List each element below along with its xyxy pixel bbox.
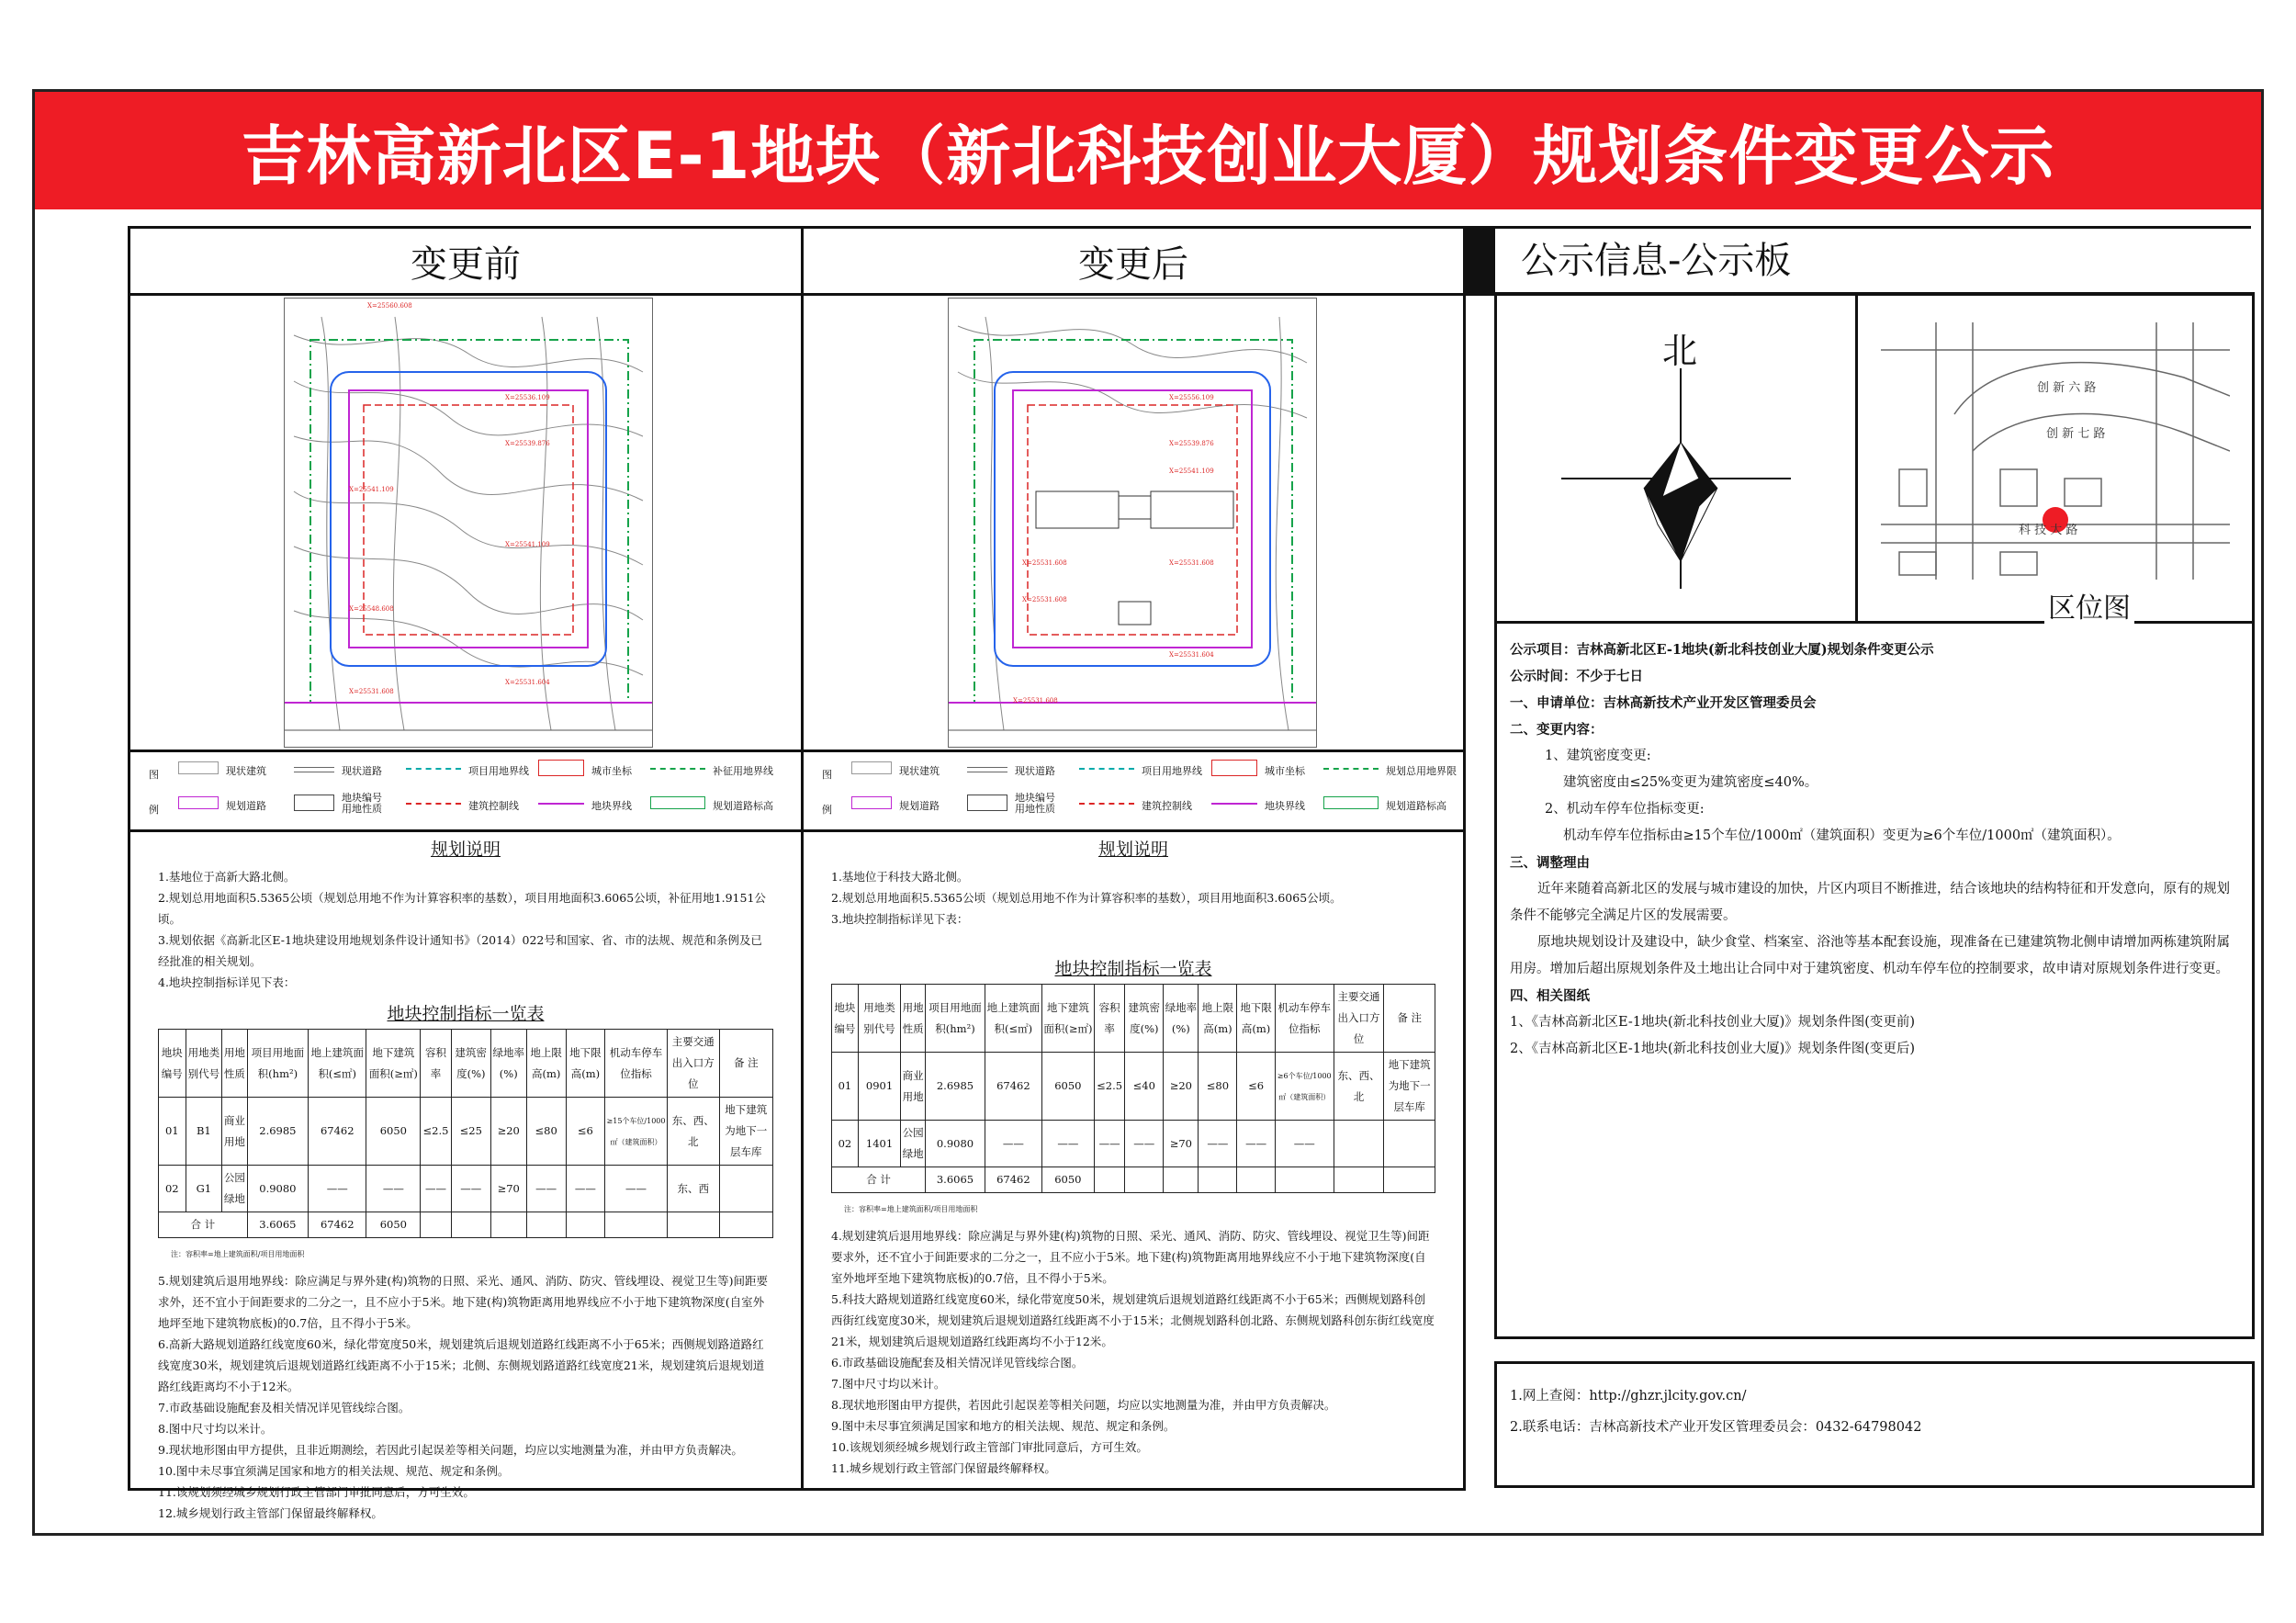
table-cell: —— (1275, 1121, 1334, 1167)
svg-text:X=25531.608: X=25531.608 (1169, 559, 1214, 567)
notice-header: 公示信息-公示板 (1521, 240, 1792, 282)
legend-swatch (406, 768, 461, 770)
note-line: 10.图中未尽事宜须满足国家和地方的相关法规、规范、规定和条例。 (158, 1464, 510, 1478)
table-header-cell: 用地性质 (222, 1030, 248, 1098)
note-line: 7.市政基础设施配套及相关情况详见管线综合图。 (158, 1401, 411, 1414)
notice-line: 2、《吉林高新北区E-1地块(新北科技创业大厦)》规划条件图(变更后) (1510, 1042, 1916, 1056)
table-cell: 02 (832, 1121, 859, 1167)
note-line: 5.科技大路规划道路红线宽度60米，绿化带宽度50米，规划建筑后退规划道路红线距离不小于65米；西侧规划路科创西街红线宽度30米，规划建筑后退规划道路红线距离不小于15米；北侧规划路科创北路、东侧规划路科创东街红线宽度21米，规划建筑后退规划道路红线距离均不小于12米。 (831, 1292, 1435, 1348)
table-cell: 02 (159, 1166, 186, 1212)
table-cell (667, 1212, 719, 1238)
table-header-cell: 地下建筑面积(≥㎡) (1041, 985, 1094, 1053)
svg-text:X=25531.604: X=25531.604 (505, 679, 550, 686)
table-cell: 6050 (1041, 1167, 1094, 1193)
legend-swatch (294, 795, 334, 811)
note-line: 8.现状地形图由甲方提供，若因此引起误差等相关问题，均应以实地测量为准，并由甲方负责解决。 (831, 1398, 1336, 1412)
note-line: 1.基地位于科技大路北侧。 (831, 870, 969, 884)
table-row (832, 1053, 1435, 1121)
location-map-label: 区位图 (2044, 585, 2134, 626)
table-cell: ≥6个车位/1000㎡（建筑面积） (1275, 1053, 1334, 1121)
table-header-cell: 机动车停车位指标 (1275, 985, 1334, 1053)
table-cell: 公园绿地 (222, 1166, 248, 1212)
table-cell (1199, 1167, 1237, 1193)
after-header: 变更后 (804, 229, 1463, 296)
notice-line: 原地块规划设计及建设中，缺少食堂、档案室、浴池等基本配套设施，现准备在已建建筑物北侧申请增加两栋建筑附属用房。增加后超出原规划条件及土地出让合同中对于建筑密度、机动车停车位的控制要求，故申请对原规划条件进行变更。 (1510, 935, 2230, 976)
table-row (832, 1167, 1435, 1193)
legend-item: 城市坐标 (1265, 765, 1305, 777)
legend-label: 例 (149, 804, 159, 816)
legend-swatch (1079, 803, 1134, 805)
table-header-cell: 地块编号 (159, 1030, 186, 1098)
table-header-cell: 用地类别代号 (858, 985, 900, 1053)
page-title: 吉林高新北区E-1地块（新北科技创业大厦）规划条件变更公示 (241, 118, 2055, 194)
legend-item: 建筑控制线 (1142, 800, 1192, 812)
table-footnote: 注：容积率=地上建筑面积/项目用地面积 (844, 1205, 978, 1213)
legend-label: 例 (822, 804, 832, 816)
svg-text:X=25531.608: X=25531.608 (1022, 559, 1067, 567)
contact-info (1497, 1364, 2252, 1460)
table-header-cell: 地上建筑面积(≤㎡) (309, 1030, 366, 1098)
divider (1855, 295, 1858, 624)
legend-swatch (851, 796, 892, 809)
table-header-cell: 备 注 (1384, 985, 1435, 1053)
table-header-cell: 备 注 (719, 1030, 772, 1098)
table-header-cell: 地下建筑面积(≥㎡) (366, 1030, 421, 1098)
table-cell (1334, 1121, 1384, 1167)
note-line: 3.规划依据《高新北区E-1地块建设用地规划条件设计通知书》（2014）022号和国家、省、市的法规、规范和条例及已经批准的相关规划。 (158, 933, 762, 968)
notice-line: 三、调整理由 (1510, 855, 1590, 871)
table-cell: ≥15个车位/1000㎡（建筑面积） (605, 1098, 668, 1166)
note-line: 2.规划总用地面积5.5365公顷（规划总用地不作为计算容积率的基数），项目用地面积3.6065公顷，补征用地1.9151公顷。 (158, 891, 766, 926)
table-header-cell: 主要交通出入口方位 (1334, 985, 1384, 1053)
legend-item: 现状建筑 (899, 765, 940, 777)
table-cell: 0.9080 (926, 1121, 985, 1167)
before-plan-area (130, 296, 801, 752)
legend-swatch (406, 803, 461, 805)
table-cell: 商业用地 (901, 1053, 926, 1121)
notice-content (1510, 637, 2240, 1063)
notice-line: 公示时间：不少于七日 (1510, 669, 1643, 684)
table-cell: 地下建筑为地下一层车库 (1384, 1053, 1435, 1121)
table-cell: —— (1237, 1121, 1275, 1167)
after-index-table (831, 984, 1435, 1193)
table-cell (1384, 1167, 1435, 1193)
table-cell: 商业用地 (222, 1098, 248, 1166)
table-cell: B1 (186, 1098, 222, 1166)
legend-item: 地块界线 (591, 800, 632, 812)
table-cell: —— (1199, 1121, 1237, 1167)
table-cell: 东、西、北 (1334, 1053, 1384, 1121)
notice-line: 建筑密度由≤25%变更为建筑密度≤40%。 (1563, 775, 1818, 790)
legend-item: 城市坐标 (591, 765, 632, 777)
table-cell: 地下建筑为地下一层车库 (719, 1098, 772, 1166)
before-notes (130, 840, 801, 1524)
table-cell: —— (985, 1121, 1041, 1167)
table-cell: ≤2.5 (421, 1098, 451, 1166)
table-header-cell: 地块编号 (832, 985, 859, 1053)
table-cell: ≤6 (1237, 1053, 1275, 1121)
svg-text:X=25541.109: X=25541.109 (349, 486, 394, 493)
notice-line: 近年来随着高新北区的发展与城市建设的加快，片区内项目不断推进，结合该地块的结构特征和开发意向，原有的规划条件不能够完全满足片区的发展需要。 (1510, 882, 2230, 923)
legend-item: 地块编号 用地性质 (342, 792, 382, 815)
table-cell: 合 计 (832, 1167, 926, 1193)
table-cell: —— (421, 1166, 451, 1212)
table-cell: 67462 (985, 1167, 1041, 1193)
table-cell: ≥70 (1164, 1121, 1199, 1167)
web-link[interactable]: 1.网上查阅：http://ghzr.jlcity.gov.cn/ (1510, 1389, 1747, 1403)
table-cell: 67462 (309, 1212, 366, 1238)
svg-text:X=25531.604: X=25531.604 (1169, 651, 1214, 659)
table-cell (1275, 1167, 1334, 1193)
table-cell: 东、西 (667, 1166, 719, 1212)
notice-line: 机动车停车位指标由≥15个车位/1000㎡（建筑面积）变更为≥6个车位/1000㎡（建筑面积）。 (1563, 828, 2121, 843)
after-notes (804, 840, 1463, 1479)
legend-item: 规划道路标高 (1386, 800, 1446, 812)
legend-item: 地块编号 用地性质 (1015, 792, 1055, 815)
table-cell: ≥70 (490, 1166, 526, 1212)
legend-swatch (1079, 768, 1134, 770)
table-cell: ≥20 (490, 1098, 526, 1166)
legend-label: 图 (149, 769, 159, 781)
svg-text:X=25531.608: X=25531.608 (1013, 697, 1058, 704)
before-legend (130, 752, 801, 832)
table-title: 地块控制指标一览表 (1054, 959, 1212, 979)
location-map (1881, 322, 2230, 580)
table-header-cell: 地上建筑面积(≤㎡) (985, 985, 1041, 1053)
notice-line: 四、相关图纸 (1510, 988, 1590, 1004)
table-cell: 0.9080 (247, 1166, 308, 1212)
table-cell: 0901 (858, 1053, 900, 1121)
table-cell (490, 1212, 526, 1238)
north-label: 北 (1662, 331, 1698, 371)
legend-item: 规划道路标高 (713, 800, 773, 812)
note-line: 12.城乡规划行政主管部门保留最终解释权。 (158, 1506, 383, 1520)
legend-item: 规划总用地界限 (1386, 765, 1457, 777)
table-cell (566, 1212, 604, 1238)
legend-item: 现状建筑 (226, 765, 266, 777)
divider (1497, 621, 2252, 624)
legend-swatch (650, 796, 705, 809)
table-cell: —— (605, 1166, 668, 1212)
notice-line: 1、建筑密度变更: (1545, 749, 1651, 763)
before-panel (128, 226, 804, 1520)
note-line: 5.规划建筑后退用地界线：除应满足与界外建(构)筑物的日照、采光、通风、消防、防灾、管线埋设、视觉卫生等)间距要求外，还不宜小于间距要求的二分之一，且不应小于5米。地下建(构)筑物距离用地界线应不小于地下建筑物深度(自室外地坪至地下建筑物底板)的0.7倍，且不得小于5米。 (158, 1274, 769, 1330)
legend-swatch (650, 768, 705, 770)
legend-swatch (851, 761, 892, 774)
notes-title: 规划说明 (430, 840, 501, 860)
table-cell: 6050 (366, 1098, 421, 1166)
svg-text:X=25541.109: X=25541.109 (1169, 468, 1214, 475)
table-cell: 01 (159, 1098, 186, 1166)
table-cell: 6050 (366, 1212, 421, 1238)
north-arrow-icon (1561, 368, 1791, 598)
table-header-cell: 用地类别代号 (186, 1030, 222, 1098)
note-line: 1.基地位于高新大路北侧。 (158, 870, 296, 884)
after-legend (804, 752, 1463, 832)
table-cell: ≥20 (1164, 1053, 1199, 1121)
before-header: 变更前 (130, 229, 801, 296)
legend-swatch (1211, 803, 1257, 805)
table-header-row (832, 985, 1435, 1053)
table-cell: —— (526, 1166, 566, 1212)
table-cell: G1 (186, 1166, 222, 1212)
notice-header-block (1466, 229, 1495, 293)
table-cell: ≤25 (451, 1098, 490, 1166)
legend-item: 规划道路 (899, 800, 940, 812)
table-header-cell: 容积率 (421, 1030, 451, 1098)
table-title: 地块控制指标一览表 (387, 1004, 545, 1024)
table-row (159, 1166, 773, 1212)
table-row (832, 1121, 1435, 1167)
legend-swatch (967, 767, 1007, 772)
note-line: 10.该规划须经城乡规划行政主管部门审批同意后，方可生效。 (831, 1440, 1148, 1454)
table-cell: 6050 (1041, 1053, 1094, 1121)
svg-text:X=25539.876: X=25539.876 (505, 440, 550, 447)
table-header-cell: 建筑密度(%) (1125, 985, 1164, 1053)
note-line: 3.地块控制指标详见下表： (831, 912, 969, 926)
table-cell: 1401 (858, 1121, 900, 1167)
legend-swatch (1323, 768, 1379, 770)
table-cell (1334, 1167, 1384, 1193)
before-site-plan (284, 298, 653, 748)
legend-item: 建筑控制线 (468, 800, 519, 812)
table-cell: 01 (832, 1053, 859, 1121)
note-line: 7.图中尺寸均以米计。 (831, 1377, 946, 1391)
map-road-label: 科 技 大 路 (2019, 524, 2078, 537)
before-index-table (158, 1029, 773, 1238)
svg-text:X=25531.608: X=25531.608 (1022, 596, 1067, 603)
table-cell: 合 计 (159, 1212, 248, 1238)
table-cell: —— (1041, 1121, 1094, 1167)
legend-item: 现状道路 (342, 765, 382, 777)
map-road-label: 创 新 七 路 (2046, 427, 2106, 441)
note-line: 2.规划总用地面积5.5365公顷（规划总用地不作为计算容积率的基数），项目用地面积3.6065公顷。 (831, 891, 1342, 905)
table-cell: 公园绿地 (901, 1121, 926, 1167)
notice-board (1494, 292, 2255, 1339)
notice-line: 2、机动车停车位指标变更: (1545, 802, 1705, 817)
svg-text:X=25539.876: X=25539.876 (1169, 440, 1214, 447)
note-line: 4.地块控制指标详见下表： (158, 975, 296, 989)
table-cell (1125, 1167, 1164, 1193)
svg-text:X=25560.608: X=25560.608 (367, 302, 412, 310)
svg-text:X=25556.109: X=25556.109 (1169, 394, 1214, 401)
title-banner (35, 92, 2261, 209)
table-header-cell: 机动车停车位指标 (605, 1030, 668, 1098)
table-cell: 3.6065 (926, 1167, 985, 1193)
legend-item: 现状道路 (1015, 765, 1055, 777)
legend-swatch (294, 767, 334, 772)
table-header-cell: 建筑密度(%) (451, 1030, 490, 1098)
after-site-plan (948, 298, 1317, 748)
table-cell: 2.6985 (926, 1053, 985, 1121)
svg-text:X=25548.608: X=25548.608 (349, 605, 394, 613)
table-header-cell: 地下限高(m) (566, 1030, 604, 1098)
legend-item: 项目用地界线 (1142, 765, 1202, 777)
table-cell: —— (366, 1166, 421, 1212)
table-cell: —— (566, 1166, 604, 1212)
note-line: 11.城乡规划行政主管部门保留最终解释权。 (831, 1461, 1056, 1475)
note-line: 11.该规划须经城乡规划行政主管部门审批同意后，方可生效。 (158, 1485, 475, 1499)
note-line: 6.高新大路规划道路红线宽度60米，绿化带宽度50米，规划建筑后退规划道路红线距离不小于65米；西侧规划路道路红线宽度30米，规划建筑后退规划道路红线距离不小于15米；北侧、东侧规划路道路红线宽度21米，规划建筑后退规划道路红线距离均不小于12米。 (158, 1337, 765, 1393)
note-line: 9.现状地形图由甲方提供，且非近期测绘，若因此引起误差等相关问题，均应以实地测量为准，并由甲方负责解决。 (158, 1443, 743, 1457)
table-header-cell: 绿地率(%) (1164, 985, 1199, 1053)
table-row (159, 1098, 773, 1166)
table-cell: ≤2.5 (1094, 1053, 1124, 1121)
table-cell: ≤6 (566, 1098, 604, 1166)
table-header-cell: 地下限高(m) (1237, 985, 1275, 1053)
table-cell: 3.6065 (247, 1212, 308, 1238)
table-cell: 2.6985 (247, 1098, 308, 1166)
legend-item: 规划道路 (226, 800, 266, 812)
svg-text:X=25536.109: X=25536.109 (505, 394, 550, 401)
notes-title: 规划说明 (1097, 840, 1168, 860)
notice-line: 一、申请单位：吉林高新技术产业开发区管理委员会 (1510, 695, 1817, 711)
table-cell (451, 1212, 490, 1238)
table-cell: —— (451, 1166, 490, 1212)
table-cell: —— (309, 1166, 366, 1212)
legend-swatch (1211, 760, 1257, 776)
legend-item: 项目用地界线 (468, 765, 529, 777)
table-cell: 东、西、北 (667, 1098, 719, 1166)
table-cell: ≤80 (1199, 1053, 1237, 1121)
map-road-label: 创 新 六 路 (2037, 381, 2097, 395)
notice-line: 公示项目：吉林高新北区E-1地块(新北科技创业大厦)规划条件变更公示 (1510, 642, 1934, 658)
table-cell (1384, 1121, 1435, 1167)
table-cell: 67462 (985, 1053, 1041, 1121)
table-cell: ≤40 (1125, 1053, 1164, 1121)
after-plan-area (804, 296, 1463, 752)
table-cell (1237, 1167, 1275, 1193)
table-header-cell: 项目用地面积(hm²) (926, 985, 985, 1053)
table-header-cell: 容积率 (1094, 985, 1124, 1053)
table-cell: —— (1094, 1121, 1124, 1167)
table-cell: 67462 (309, 1098, 366, 1166)
table-header-cell: 用地性质 (901, 985, 926, 1053)
table-cell (1164, 1167, 1199, 1193)
legend-label: 图 (822, 769, 832, 781)
table-footnote: 注：容积率=地上建筑面积/项目用地面积 (171, 1250, 305, 1258)
table-cell (1094, 1167, 1124, 1193)
table-header-cell: 地上限高(m) (526, 1030, 566, 1098)
contact-phone: 2.联系电话：吉林高新技术产业开发区管理委员会：0432-64798042 (1510, 1420, 1922, 1435)
legend-item: 地块界线 (1265, 800, 1305, 812)
contact-box (1494, 1361, 2255, 1488)
table-cell (421, 1212, 451, 1238)
note-line: 4.规划建筑后退用地界线：除应满足与界外建(构)筑物的日照、采光、通风、消防、防灾、管线埋设、视觉卫生等)间距要求外，还不宜小于间距要求的二分之一，且不应小于5米。地下建(构)筑物距离用地界线应不小于地下建筑物深度(自室外地坪至地下建筑物底板)的0.7倍，且不得小于5米。 (831, 1229, 1430, 1285)
table-header-cell: 绿地率(%) (490, 1030, 526, 1098)
legend-swatch (538, 760, 584, 776)
legend-swatch (967, 795, 1007, 811)
after-panel (801, 226, 1466, 1491)
legend-swatch (1323, 796, 1379, 809)
table-cell (605, 1212, 668, 1238)
table-cell (526, 1212, 566, 1238)
table-header-cell: 地上限高(m) (1199, 985, 1237, 1053)
legend-swatch (178, 796, 219, 809)
table-header-cell: 项目用地面积(hm²) (247, 1030, 308, 1098)
svg-text:X=25531.608: X=25531.608 (349, 688, 394, 695)
table-cell: ≤80 (526, 1098, 566, 1166)
note-line: 9.图中未尽事宜须满足国家和地方的相关法规、规范、规定和条例。 (831, 1419, 1176, 1433)
svg-text:X=25541.109: X=25541.109 (505, 541, 550, 548)
table-header-cell: 主要交通出入口方位 (667, 1030, 719, 1098)
table-row (159, 1212, 773, 1238)
table-cell (719, 1212, 772, 1238)
table-cell (719, 1166, 772, 1212)
legend-swatch (178, 761, 219, 774)
table-cell: —— (1125, 1121, 1164, 1167)
note-line: 8.图中尺寸均以米计。 (158, 1422, 273, 1436)
legend-item: 补征用地界线 (713, 765, 773, 777)
legend-swatch (538, 803, 584, 805)
table-header-row (159, 1030, 773, 1098)
note-line: 6.市政基础设施配套及相关情况详见管线综合图。 (831, 1356, 1084, 1369)
notice-line: 二、变更内容： (1510, 722, 1604, 738)
notice-line: 1、《吉林高新北区E-1地块(新北科技创业大厦)》规划条件图(变更前) (1510, 1015, 1916, 1030)
